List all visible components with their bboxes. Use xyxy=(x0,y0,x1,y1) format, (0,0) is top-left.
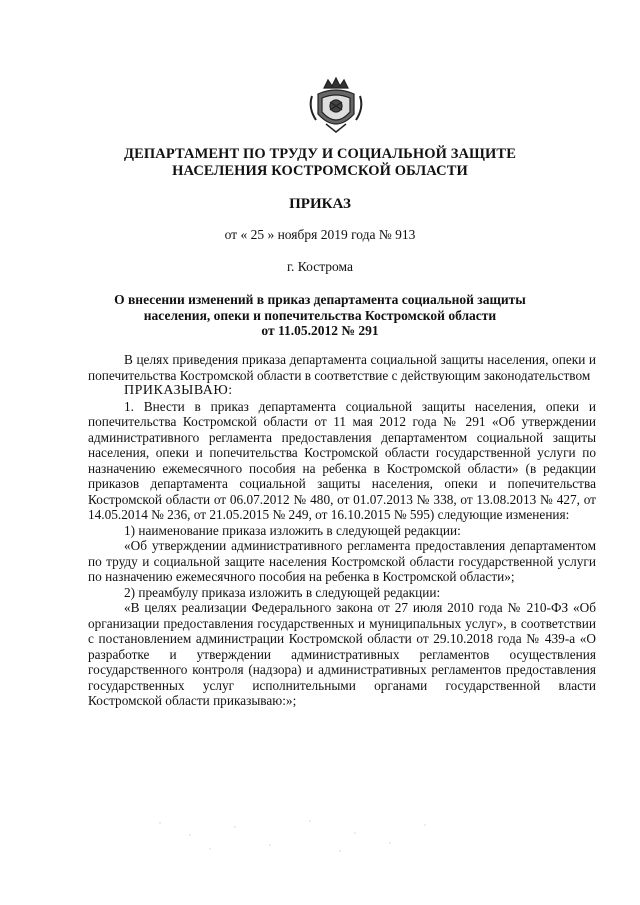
order-date: от « 25 » ноября 2019 года № 913 xyxy=(224,227,416,242)
preamble-paragraph: В целях приведения приказа департамента социальной защиты населения, опеки и попечительства Костромской области в соответствие с действующим законодательством xyxy=(88,352,596,383)
order-subject-line2: населения, опеки и попечительства Костромской области xyxy=(143,307,497,323)
department-name xyxy=(0,146,640,180)
order-subject xyxy=(0,292,640,339)
item-1-1-paragraph: 1) наименование приказа изложить в следующей редакции: xyxy=(124,522,461,538)
item-1-2-paragraph: 2) преамбулу приказа изложить в следующей редакции: xyxy=(124,584,441,600)
order-subject-line3: от 11.05.2012 № 291 xyxy=(261,323,379,338)
scan-noise xyxy=(150,815,450,855)
city: г. Кострома xyxy=(287,259,353,274)
order-subject-line1: О внесении изменений в приказ департамента социальной защиты xyxy=(114,292,526,307)
coat-of-arms-icon xyxy=(304,74,368,138)
department-name-line2: НАСЕЛЕНИЯ КОСТРОМСКОЙ ОБЛАСТИ xyxy=(172,163,468,179)
order-title: ПРИКАЗ xyxy=(289,196,351,212)
item-1-paragraph: 1. Внести в приказ департамента социальной защиты населения, опеки и попечительства Костромской области от 11 мая 2012 года № 291 «Об утверждении административного регламента предоставления департаментом социальной защиты населения, опеки и попечительства Костромской области государственной услуги по назначению ежемесячного пособия на ребенка в Костромской области» (в редакции приказов департамента социальной защиты населения, опеки и попечительства Костромской области от 06.07.2012 № 480, от 01.07.2013 № 338, от 13.08.2013 № 427, от 14.05.2014 № 236, от 21.05.2015 № 249, от 16.10.2015 № 595) следующие изменения: xyxy=(88,398,596,522)
item-1-2-text: «В целях реализации Федерального закона от 27 июля 2010 года № 210-ФЗ «Об организации предоставления государственных и муниципальных услуг», в соответствии с постановлением администрации Костромской области от 29.10.2018 года № 439-а «О разработке и утверждении административных регламентов осуществления государственного контроля (надзора) и административных регламентов предоставления государственных услуг исполнительными органами государственной власти Костромской области приказываю:»; xyxy=(88,600,596,708)
item-1-1-text: «Об утверждении административного регламента предоставления департаментом по труду и социальной защите населения Костромской области государственной услуги по назначению ежемесячного пособия на ребенка в Костромской области»; xyxy=(88,538,596,584)
order-body xyxy=(88,352,596,709)
department-name-line1: ДЕПАРТАМЕНТ ПО ТРУДУ И СОЦИАЛЬНОЙ ЗАЩИТЕ xyxy=(124,146,516,162)
prikazyvayu-heading: ПРИКАЗЫВАЮ: xyxy=(124,383,233,398)
